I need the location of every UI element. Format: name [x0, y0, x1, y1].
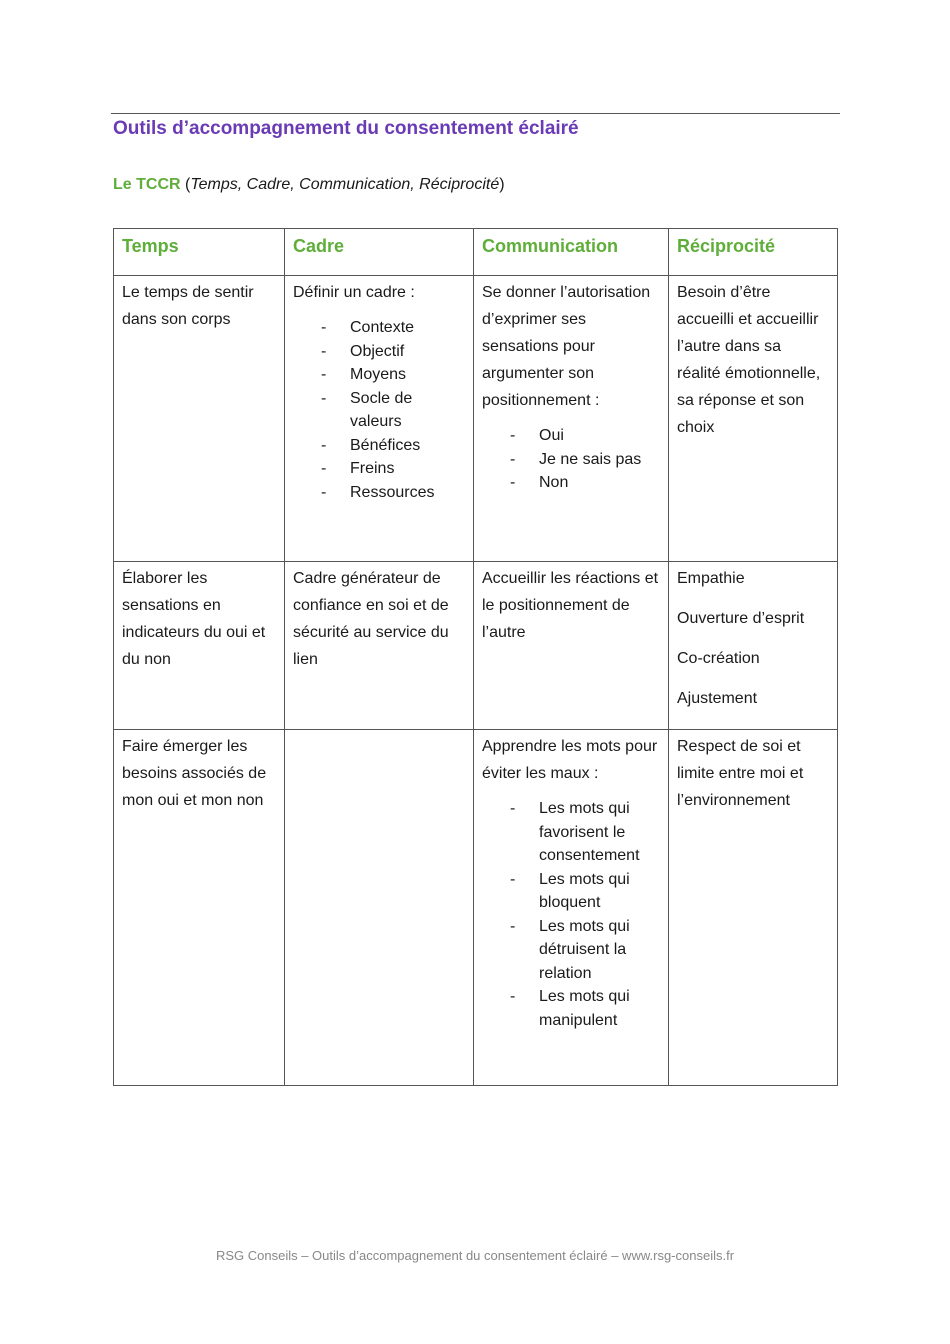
cadre-list — [293, 316, 465, 504]
list-item: - Bénéfices — [293, 434, 465, 458]
communication-list — [482, 424, 660, 495]
subtitle-open: ( — [180, 176, 191, 193]
cell-cadre — [285, 276, 474, 562]
stack-item: Co-création — [677, 650, 760, 667]
list-item: - Ressources — [293, 481, 465, 505]
table-header-row — [114, 229, 838, 276]
header-cadre: Cadre — [285, 229, 474, 276]
table-row — [114, 730, 838, 1086]
communication-list — [482, 797, 660, 1032]
page-title: Outils d’accompagnement du consentement éclairé — [113, 118, 579, 139]
cell-communication — [474, 730, 669, 1086]
list-item: - Contexte — [293, 316, 465, 340]
cell-text: Le temps de sentir dans son corps — [122, 284, 254, 328]
subtitle-close: ) — [499, 176, 505, 193]
cell-intro: Apprendre les mots pour éviter les maux : — [482, 738, 658, 782]
list-item: - Non — [482, 471, 660, 495]
list-item: - Les mots qui manipulent — [482, 985, 660, 1032]
cell-reciprocite — [669, 276, 838, 562]
cell-reciprocite — [669, 562, 838, 730]
cell-temps — [114, 276, 285, 562]
reciprocite-stack — [677, 565, 829, 712]
subtitle — [113, 176, 505, 194]
top-rule — [111, 113, 840, 114]
cell-temps — [114, 562, 285, 730]
list-item: - Socle de valeurs — [293, 387, 465, 434]
header-reciprocite: Réciprocité — [669, 229, 838, 276]
cell-communication — [474, 562, 669, 730]
page-footer: RSG Conseils – Outils d’accompagnement du consentement éclairé – www.rsg-conseils.fr — [215, 1248, 735, 1263]
list-item: - Je ne sais pas — [482, 448, 660, 472]
cell-text: Accueillir les réactions et le positionnement de l’autre — [482, 570, 659, 641]
tccr-table — [113, 228, 838, 1086]
table-row — [114, 276, 838, 562]
cell-communication — [474, 276, 669, 562]
cell-cadre — [285, 730, 474, 1086]
list-item: - Freins — [293, 457, 465, 481]
cell-text: Cadre générateur de confiance en soi et de sécurité au service du lien — [293, 570, 449, 668]
cell-text: Respect de soi et limite entre moi et l’environnement — [677, 738, 804, 809]
stack-item: Empathie — [677, 570, 745, 587]
list-item: - Moyens — [293, 363, 465, 387]
cell-reciprocite — [669, 730, 838, 1086]
stack-item: Ouverture d’esprit — [677, 610, 805, 627]
list-item: - Objectif — [293, 340, 465, 364]
cell-text: Élaborer les sensations en indicateurs du oui et du non — [122, 570, 266, 668]
subtitle-tag: Le TCCR — [113, 176, 181, 193]
cell-temps — [114, 730, 285, 1086]
cell-text: Besoin d’être accueilli et accueillir l’autre dans sa réalité émotionnelle, sa réponse et son choix — [677, 284, 821, 436]
cell-intro: Se donner l’autorisation d’exprimer ses sensations pour argumenter son positionnement : — [482, 284, 651, 409]
subtitle-italic: Temps, Cadre, Communication, Réciprocité — [190, 176, 500, 193]
list-item: - Les mots qui favorisent le consentement — [482, 797, 660, 868]
list-item: - Les mots qui détruisent la relation — [482, 915, 660, 986]
cell-cadre — [285, 562, 474, 730]
header-temps: Temps — [114, 229, 285, 276]
list-item: - Oui — [482, 424, 660, 448]
list-item: - Les mots qui bloquent — [482, 868, 660, 915]
stack-item: Ajustement — [677, 690, 758, 707]
table-row — [114, 562, 838, 730]
header-communication: Communication — [474, 229, 669, 276]
cell-intro: Définir un cadre : — [293, 284, 415, 301]
cell-text: Faire émerger les besoins associés de mon oui et mon non — [122, 738, 267, 809]
